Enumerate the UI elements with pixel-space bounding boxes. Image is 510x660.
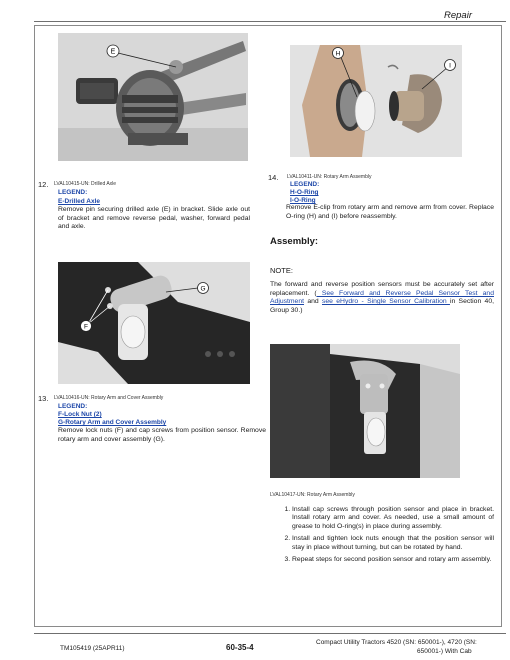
footer-tm-number: TM105419 (25APR11)	[60, 645, 125, 652]
step-13-number: 13.	[38, 394, 49, 403]
assembly-step-1: 1. Install cap screws through position sensor and place in bracket. Install rotary arm and cover. As needed, use a small amount of grease to hold O-ring(s) in place during assembly.	[292, 506, 494, 531]
callout-h-label: H	[335, 50, 341, 58]
step-13-caption: LVAL10416-UN: Rotary Arm and Cover Assembly	[54, 395, 164, 401]
rotary-arm-assembly-photo	[270, 344, 460, 478]
note-label: NOTE:	[270, 266, 293, 275]
step-14-number: 14.	[268, 173, 279, 182]
note-text-part-3: in Section 40, Group 30.)	[270, 298, 494, 314]
rotary-arm-illustration	[290, 45, 462, 157]
drilled-axle-illustration	[58, 33, 248, 161]
sensor-test-link[interactable]: See Forward and Reverse Pedal Sensor Test and Adjustment	[270, 289, 494, 306]
footer-page-number: 60-35-4	[226, 643, 254, 652]
step-13-legend-item-g: G-Rotary Arm and Cover Assembly	[58, 419, 167, 426]
assembly-caption: LVAL10417-UN: Rotary Arm Assembly	[270, 492, 355, 498]
callout-f-label: F	[84, 323, 88, 331]
step-13-legend-title: LEGEND:	[58, 403, 88, 410]
drilled-axle-photo	[58, 33, 248, 161]
assembly-steps	[278, 506, 494, 568]
footer-model-line-2: 650001-) With Cab	[417, 648, 472, 655]
assembly-step-list	[278, 506, 494, 564]
step-12-caption: LVAL10415-UN: Drilled Axle	[54, 181, 117, 187]
step-12-legend-item: E-Drilled Axle	[58, 198, 101, 205]
assembly-heading: Assembly:	[270, 236, 319, 247]
page-header-title: Repair	[444, 10, 472, 21]
step-14-legend-item-h: H-O-Ring	[290, 189, 319, 196]
footer-model-line-1: Compact Utility Tractors 4520 (SN: 650001-), 4720 (SN:	[316, 639, 477, 646]
step-12-legend-title: LEGEND:	[58, 189, 88, 196]
note-text	[270, 281, 494, 315]
callout-e-label: E	[110, 48, 116, 56]
step-12-text: Remove pin securing drilled axle (E) in bracket. Slide axle out of bracket and remove reverse pedal, washer, forward pedal and axle.	[58, 206, 250, 231]
step-12-number: 12.	[38, 180, 49, 189]
footer-rule	[34, 633, 506, 634]
callout-i-label: I	[449, 62, 451, 70]
step-14-text: Remove E-clip from rotary arm and remove arm from cover. Replace O-ring (H) and (I) before reassembly.	[286, 204, 494, 220]
note-text-part-1: The forward and reverse position sensors must be accurately set after replacement. (	[270, 281, 494, 297]
callout-g-label: G	[200, 285, 206, 293]
ehydro-calibration-link[interactable]: see eHydro - Single Sensor Calibration	[322, 298, 450, 306]
step-13-legend-item-f: F-Lock Nut (2)	[58, 411, 102, 418]
rotary-arm-cover-illustration	[58, 262, 250, 384]
rotary-arm-photo	[290, 45, 462, 157]
step-14-caption: LVAL10411-UN: Rotary Arm Assembly	[287, 174, 372, 180]
assembly-step-2: 2. Install and tighten lock nuts enough that the position sensor will stay in place without turning, but can be rotated by hand.	[292, 535, 494, 552]
header-rule	[34, 4, 506, 22]
rotary-arm-cover-photo	[58, 262, 250, 384]
step-13-text: Remove lock nuts (F) and cap screws from position sensor. Remove rotary arm and cover assembly (G).	[58, 427, 266, 443]
rotary-arm-assembly-illustration	[270, 344, 460, 478]
step-14-legend-title: LEGEND:	[290, 181, 320, 188]
assembly-step-3: 3. Repeat steps for second position sensor and rotary arm assembly.	[292, 556, 494, 564]
note-text-part-2: and	[304, 298, 322, 306]
step-14-legend-item-i: I-O-Ring	[290, 197, 316, 204]
